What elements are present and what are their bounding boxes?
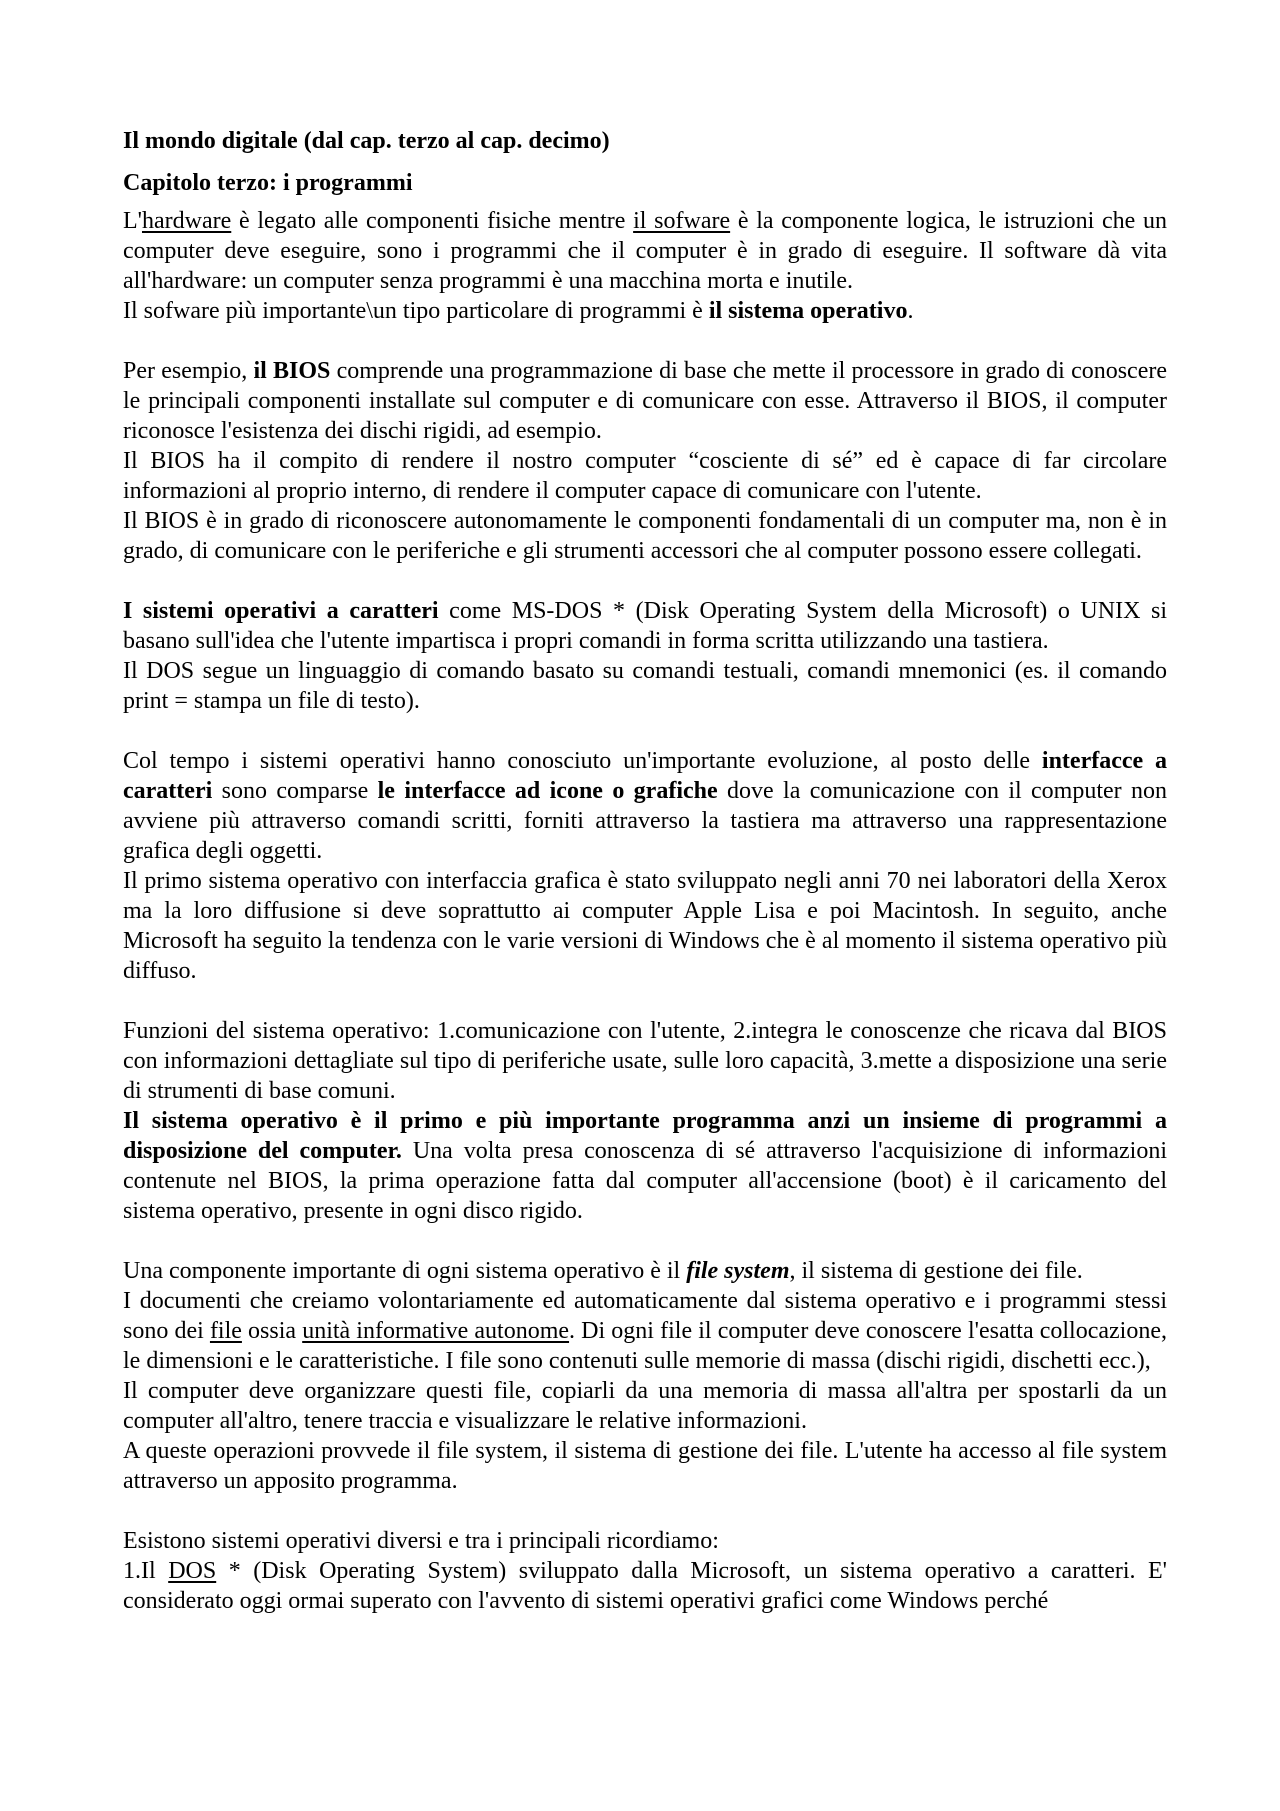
paragraph-os-list-intro: Esistono sistemi operativi diversi e tra i principali ricordiamo: [123, 1528, 719, 1554]
paragraph-files [123, 1286, 1167, 1376]
paragraph-dos-commands: Il DOS segue un linguaggio di comando basato su comandi testuali, comandi mnemonici (es. il comando print = stampa un file di testo). [123, 658, 1167, 714]
paragraph-os-definition [123, 296, 1167, 326]
paragraph-file-system-access: A queste operazioni provvede il file system, il sistema di gestione dei file. L'utente ha accesso al file system attraverso un apposito programma. [123, 1438, 1167, 1494]
bold-italic-term-file-system: file system [686, 1258, 790, 1284]
paragraph-bios-limits: Il BIOS è in grado di riconoscere autonomamente le componenti fondamentali di un computer ma, non è in grado, di comunicare con le periferiche e gli strumenti accessori che al computer possono essere collegati. [123, 508, 1167, 564]
text-run: I documenti che creiamo volontariamente ed automaticamente dal sistema operativo e i programmi stessi sono dei [123, 1288, 1167, 1344]
text-run: è la componente logica, le istruzioni che un computer deve eseguire, sono i programmi che il computer è in grado di eseguire. Il software dà vita all'hardware: un computer senza programmi è una macchina morta e inutile. [123, 208, 1168, 294]
text-run: Il sofware più importante\un tipo particolare di programmi è [123, 298, 709, 324]
underlined-term-hardware: hardware [141, 208, 232, 234]
paragraph-file-system [123, 1256, 1167, 1286]
underlined-term-software: il sofware [633, 208, 731, 234]
bold-term-text-os: I sistemi operativi a caratteri [123, 598, 439, 624]
underlined-term-dos: DOS [168, 1558, 217, 1584]
paragraph-gap [123, 1496, 1167, 1526]
text-run: . Di ogni file il computer deve conoscere l'esatta collocazione, le dimensioni e le caratteristiche. I file sono contenuti sulle memorie di massa (dischi rigidi, dischetti ecc.), [123, 1318, 1167, 1374]
paragraph-bios-role: Il BIOS ha il compito di rendere il nostro computer “cosciente di sé” ed è capace di far circolare informazioni al proprio interno, di rendere il computer capace di comunicare con l'utente. [123, 448, 1167, 504]
bold-term-os: il sistema operativo [708, 298, 908, 324]
bold-term-bios: il BIOS [253, 358, 331, 384]
underlined-term-units: unità informative autonome [302, 1318, 570, 1344]
text-run: sono comparse [212, 778, 378, 804]
paragraph-text-os [123, 596, 1167, 656]
paragraph-gap [123, 716, 1167, 746]
paragraph-gap [123, 1226, 1167, 1256]
text-run: Col tempo i sistemi operativi hanno conosciuto un'importante evoluzione, al posto delle [123, 748, 1042, 774]
text-run: Una componente importante di ogni sistema operativo è il [123, 1258, 687, 1284]
paragraph-os-functions: Funzioni del sistema operativo: 1.comunicazione con l'utente, 2.integra le conoscenze che ricava dal BIOS con informazioni dettagliate sul tipo di periferiche usate, sulle loro capacità, 3.mette a disposizione una serie di strumenti di base comuni. [123, 1018, 1167, 1104]
text-run: Una volta presa conoscenza di sé attraverso l'acquisizione di informazioni contenute nel BIOS, la prima operazione fatta dal computer all'accensione (boot) è il caricamento del sistema operativo, presente in ogni disco rigido. [123, 1138, 1167, 1224]
paragraph-os-importance [123, 1106, 1167, 1226]
paragraph-bios-intro [123, 356, 1167, 446]
document-title: Il mondo digitale (dal cap. terzo al cap. decimo) [123, 128, 610, 154]
paragraph-gap [123, 986, 1167, 1016]
text-run: ossia [241, 1318, 303, 1344]
text-run: * (Disk Operating System) sviluppato dalla Microsoft, un sistema operativo a caratteri. E' considerato oggi ormai superato con l'avvento di sistemi operativi grafici come Windows perché [123, 1558, 1168, 1614]
paragraph-file-management: Il computer deve organizzare questi file, copiarli da una memoria di massa all'altra per spostarli da un computer all'altro, tenere traccia e visualizzare le relative informazioni. [123, 1378, 1167, 1434]
chapter-heading: Capitolo terzo: i programmi [123, 170, 413, 196]
text-run: dove la comunicazione con il computer non avviene più attraverso comandi scritti, forniti attraverso la tastiera ma attraverso una rappresentazione grafica degli oggetti. [123, 778, 1168, 864]
document-body [123, 126, 1167, 1616]
bold-statement: Il sistema operativo è il primo e più importante programma anzi un insieme di programmi a disposizione del computer. [123, 1108, 1167, 1164]
text-run: come MS-DOS * (Disk Operating System della Microsoft) o UNIX si basano sull'idea che l'utente impartisca i propri comandi in forma scritta utilizzando una tastiera. [123, 598, 1167, 654]
list-item-dos [123, 1556, 1167, 1616]
text-run: . [907, 298, 914, 324]
paragraph-gui-evolution [123, 746, 1167, 866]
bold-term-graphic-interfaces: le interfacce ad icone o grafiche [377, 778, 718, 804]
text-run: L' [123, 208, 142, 234]
bold-term-text-interfaces: interfacce a caratteri [123, 748, 1168, 804]
text-run: , il sistema di gestione dei file. [789, 1258, 1083, 1284]
paragraph-hardware-software [123, 206, 1167, 296]
underlined-term-file: file [209, 1318, 242, 1344]
paragraph-gui-history: Il primo sistema operativo con interfaccia grafica è stato sviluppato negli anni 70 nei laboratori della Xerox ma la loro diffusione si deve soprattutto ai computer Apple Lisa e poi Macintosh. In seguito, anche Microsoft ha seguito la tendenza con le varie versioni di Windows che è al momento il sistema operativo più diffuso. [123, 868, 1167, 984]
paragraph-gap [123, 566, 1167, 596]
text-run: 1.Il [123, 1558, 169, 1584]
text-run: è legato alle componenti fisiche mentre [231, 208, 634, 234]
text-run: comprende una programmazione di base che mette il processore in grado di conoscere le principali componenti installate sul computer e di comunicare con esse. Attraverso il BIOS, il computer riconosce l'esistenza dei dischi rigidi, ad esempio. [123, 358, 1168, 444]
paragraph-gap [123, 326, 1167, 356]
text-run: Per esempio, [123, 358, 254, 384]
